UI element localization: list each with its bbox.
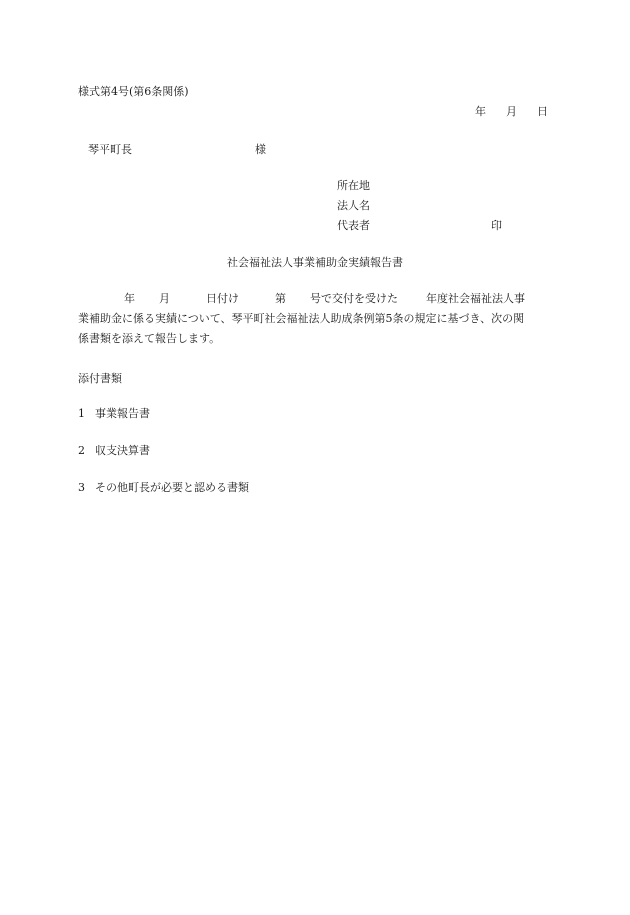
attachment-item <box>78 482 249 493</box>
document-title: 社会福祉法人事業補助金実績報告書 <box>227 256 403 269</box>
sender-representative-label: 代表者 <box>337 219 370 232</box>
date-day-label: 日 <box>537 105 548 118</box>
date-year-label: 年 <box>475 105 486 118</box>
body-fiscal-year-tail: 年度社会福祉法人事 <box>426 292 525 305</box>
attachment-number: 2 <box>78 444 85 457</box>
attachment-text: その他町長が必要と認める書類 <box>95 481 249 494</box>
body-dated: 日付け <box>206 292 239 305</box>
addressee-honorific: 様 <box>255 143 266 156</box>
sender-corp-name-label: 法人名 <box>337 199 370 212</box>
body-paragraph <box>78 293 553 353</box>
seal-mark: 印 <box>491 219 502 232</box>
body-line-2: 業補助金に係る実績について、琴平町社会福祉法人助成条例第5条の規定に基づき、次の関 <box>78 312 525 325</box>
date-month-label: 月 <box>506 105 517 118</box>
attachment-item <box>78 408 150 419</box>
attachments-heading: 添付書類 <box>78 372 122 385</box>
attachment-item <box>78 445 150 456</box>
body-line-3: 係書類を添えて報告します。 <box>78 332 221 345</box>
date-line <box>475 106 548 117</box>
attachment-number: 3 <box>78 481 85 494</box>
addressee-name: 琴平町長 <box>88 143 132 156</box>
attachment-text: 事業報告書 <box>95 407 150 420</box>
attachment-text: 収支決算書 <box>95 444 150 457</box>
body-dai: 第 <box>275 292 286 305</box>
sender-block <box>337 179 502 240</box>
sender-representative-row <box>337 219 502 240</box>
sender-address-label: 所在地 <box>337 179 370 192</box>
body-issued: 号で交付を受けた <box>310 292 398 305</box>
body-line-1 <box>78 293 553 313</box>
body-year: 年 <box>124 292 135 305</box>
form-number: 様式第4号(第6条関係) <box>78 85 189 98</box>
attachment-number: 1 <box>78 407 85 420</box>
body-month: 月 <box>159 292 170 305</box>
